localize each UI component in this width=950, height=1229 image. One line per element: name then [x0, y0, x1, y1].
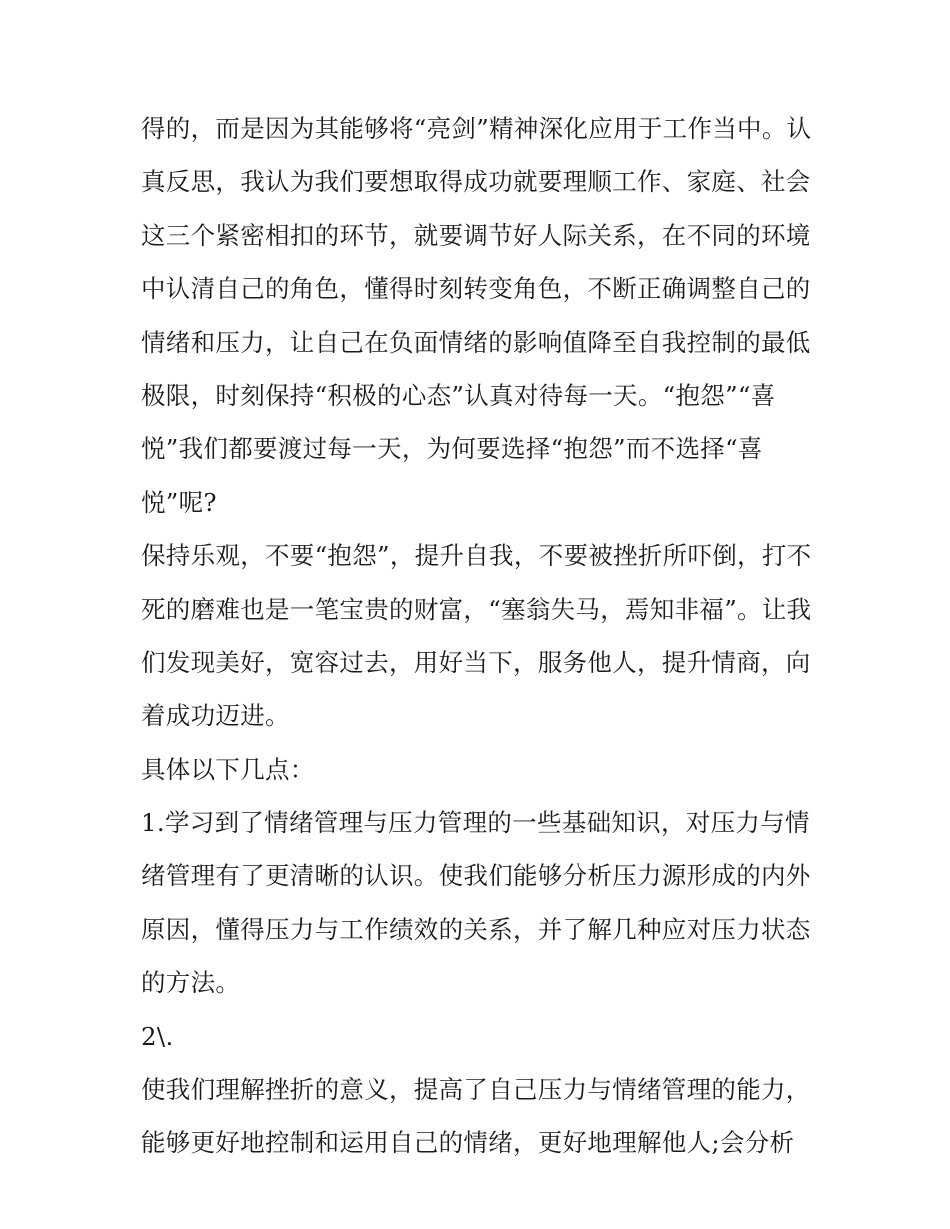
text-line: 极限，时刻保持“积极的心态”认真对待每一天。“抱怨”“喜	[141, 380, 776, 410]
text-line: 1.学习到了情绪管理与压力管理的一些基础知识，对压力与情	[141, 808, 810, 838]
text-line: 得的，而是因为其能够将“亮剑”精神深化应用于工作当中。认	[141, 114, 812, 143]
text-line: 保持乐观，不要“抱怨”，提升自我，不要被挫折所吓倒，打不	[141, 541, 812, 571]
text-line: 这三个紧密相扣的环节，就要调节好人际关系，在不同的环境	[141, 220, 811, 250]
text-line: 悦”我们都要渡过每一天，为何要选择“抱怨”而不选择“喜	[141, 434, 763, 464]
text-line: 悦”呢?	[141, 487, 217, 517]
text-line: 2\.	[141, 1021, 174, 1051]
text-line: 能够更好地控制和运用自己的情绪，更好地理解他人;会分析	[141, 1128, 795, 1158]
text-line: 的方法。	[141, 968, 241, 998]
text-line: 死的磨难也是一笔宝贵的财富，“塞翁失马，焉知非福”。让我	[141, 594, 812, 624]
text-line: 具体以下几点：	[141, 754, 315, 784]
text-line: 情绪和压力，让自己在负面情绪的影响值降至自我控制的最低	[141, 327, 811, 357]
text-line: 中认清自己的角色，懂得时刻转变角色，不断正确调整自己的	[141, 274, 811, 304]
document-body	[141, 110, 821, 1178]
text-line: 着成功迈进。	[141, 701, 290, 731]
text-line: 原因，懂得压力与工作绩效的关系，并了解几种应对压力状态	[141, 914, 811, 944]
text-line: 真反思，我认为我们要想取得成功就要理顺工作、家庭、社会	[141, 167, 811, 197]
text-line: 使我们理解挫折的意义，提高了自己压力与情绪管理的能力，	[141, 1075, 811, 1105]
text-line: 们发现美好，宽容过去，用好当下，服务他人，提升情商，向	[141, 647, 811, 677]
text-line: 绪管理有了更清晰的认识。使我们能够分析压力源形成的内外	[141, 861, 811, 891]
